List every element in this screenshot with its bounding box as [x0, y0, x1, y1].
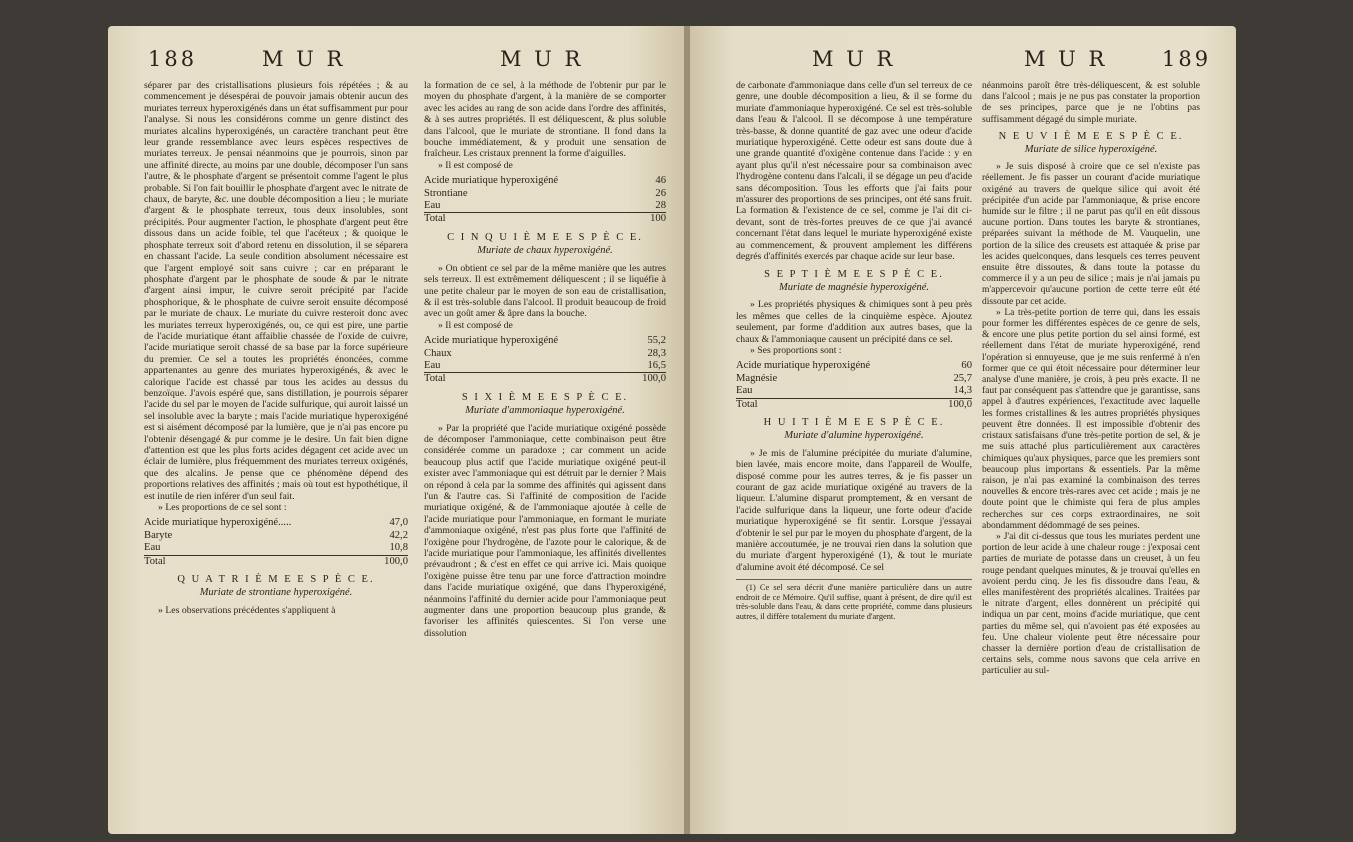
paragraph: » Il est composé de: [438, 319, 513, 331]
section-subtitle: Muriate d'alumine hyperoxigéné.: [784, 430, 924, 442]
paragraph: » Je mis de l'alumine précipitée du muriate d'alumine, bien lavée, mais encore moite, dans l'appareil de Woulfe, disposé comme pour les autres terres, & je fis passer un courant de gaz acide muriatique oxigéné au travers de la liqueur. L'alumine disparut promptement, & en versant de l'acide sulfurique dans la liqueur, une forte odeur d'acide muriatique hyperoxigéné se fit sentir. Lorsque j'essayai d'obtenir le sel pur par le moyen du phosphate d'argent, de la manière accoutumée, je ne trouvai rien dans la solution que du muriate d'argent hyperoxigéné (1), & tout le muriate d'alumine avoit été décomposé. Ce sel: [736, 447, 972, 573]
table-cell: Eau: [736, 385, 753, 397]
paragraph: » Ses proportions sont :: [750, 344, 842, 356]
section-title: S E P T I È M E E S P È C E.: [764, 268, 944, 280]
section-title: Q U A T R I È M E E S P È C E.: [177, 574, 375, 586]
table-cell: Total: [736, 398, 936, 411]
section-subtitle: Muriate de silice hyperoxigéné.: [1024, 144, 1158, 156]
table-cell: Acide muriatique hyperoxigéné.....: [144, 517, 292, 529]
table-cell: Baryte: [144, 529, 173, 541]
section-subtitle: Muriate de chaux hyperoxigéné.: [477, 245, 613, 257]
table-cell: Chaux: [424, 347, 452, 359]
paragraph: néanmoins paroît être très-déliquescent, & est soluble dans l'alcool ; mais je ne pus pas constater la proportion de ses principes, parce que je ne l'obtins pas suffisamment dégagé du simple muriate.: [982, 80, 1200, 125]
right-running-head-1: M U R: [812, 47, 896, 71]
paragraph: la formation de ce sel, à la méthode de l'obtenir pur par le moyen du phosphate d'argent, à la manière de se comporter avec les acides au rang de son acide dans l'ordre des affinités, & à ses autres propriétés. Il est déliquescent, & plus soluble dans l'alcool, que le muriate de strontiane. Il fond dans la bouche immédiatement, & y produit une sensation de fraîcheur. Les cristaux prennent la forme d'aiguilles.: [424, 80, 666, 160]
table-cell: 26: [655, 187, 666, 199]
composition-table: [424, 175, 666, 226]
paragraph: » Il est composé de: [438, 159, 513, 171]
left-running-head-1: M U R: [262, 47, 346, 71]
table-cell: 60: [961, 360, 972, 372]
book-gutter: [684, 26, 690, 834]
section-title: N E U V I È M E E S P È C E.: [998, 130, 1184, 142]
table-cell: 100,0: [629, 373, 666, 386]
paragraph: » Les proportions de ce sel sont :: [158, 502, 287, 514]
table-cell: Acide muriatique hyperoxigéné: [424, 335, 559, 347]
right-column-1: [736, 80, 972, 622]
paragraph: » J'ai dit ci-dessus que tous les muriates perdent une portion de leur acide à une chaleur rouge : j'exposai cent parties de muriate de potasse dans un creuset, à un feu rouge pendant quelques minutes, & je trouvai qu'elles en avoient perdu cinq. Je les fis dissoudre dans l'eau, & elles manifestèrent des propriétés alcalines. Traitées par le nitrate d'argent, elles donnèrent un précipité qui indiqua un par cent, moins d'acide muriatique, que cent parties du même sel, qui n'avoient pas été exposées au feu. Une chaleur violente peut être nécessaire pour chasser la dernière portion d'eau de cristallisation de certains sels, comme nous savons que cela arrive en particulier au sul-: [982, 530, 1200, 677]
paragraph: séparer par des cristallisations plusieurs fois répétées ; & au commencement je désespérai de pouvoir jamais obtenir aucun des muriates terreux hyperoxigénés dans un état suffisamment pur pour l'analyse. Si nous les considérons comme un genre distinct des muriates alcalins hyperoxigénés, un caractère tranchant peut être leur grande ressemblance avec leurs espèces respectives de muriates terreux. Je pensai néanmoins que je pourrois, sinon par une affinité directe, au moins par une double, décomposer l'un sans l'autre, & le phosphate d'argent se présentoit comme l'agent le plus probable. Si l'on fait bouillir le phosphate d'argent avec le nitrate de chaux, de baryte, &c. une double décomposition a lieu ; le muriate d'argent & le phosphate terreux, tous deux insolubles, sont précipités. Pour augmenter l'action, le phosphate d'argent peut être dissous dans un acide foible, tel que l'acéteux ; & quoique le phosphate terreux soit d'abord retenu en dissolution, il se séparera en chassant l'acide. La seule condition absolument nécessaire est que l'argent employé soit sans cuivre ; car en préparant le phosphate d'argent par le phosphate de soude & par le nitrate d'argent ainsi impur, le cuivre seroit précipité par l'acide phosphorique, & le phosphate de cuivre seroit ensuite décomposé par le muriate de chaux. Le muriate du cuivre resteroit donc avec les muriates terreux hyperoxigénés, ou, ce qui est pire, une partie de l'acide muriatique étant affaiblie chassée de l'oxide de cuivre, l'acide muriatique seroit chassé de sa base par la force supérieure du premier. Ce sel a toutes les propriétés énoncées, comme appartenantes au genre des muriates hyperoxigénés, & avec le calorique l'acide est chassé par tous les acides au dessus du benzoïque. J'avois espéré que, sans distillation, je pourrois séparer l'acide du sel par le moyen de l'acide sulfurique, qui auroit laissé un sel insoluble avec la baryte ; mais l'acide muriatique hyperoxigéné est si aisément décomposé par la lumière, que je n'ai pas encore pu l'obtenir désengagé & pur comme je le desire. Un fait bien digne d'attention est que les plus forts acides dégagent cet acide avec un éclair de lumière, plus fréquemment des muriates terreux oxigénés, que des alcalins. Je pense que ce phénomène dépend des proportions relatives des affinités ; mais où tout est hypothétique, il est inutile de rien inférer d'un seul fait.: [144, 80, 408, 502]
table-cell: Acide muriatique hyperoxigéné: [736, 360, 871, 372]
paragraph: de carbonate d'ammoniaque dans celle d'un sel terreux de ce genre, une double décomposition a lieu, & il se forme du muriate d'ammoniaque hyperoxigéné. Ce sel est très-soluble dans l'eau & l'alcool. Il se décompose à une température très-basse, & donne quantité de gaz avec une odeur d'acide muriatique hyperoxigéné. Cette odeur est sans doute due à une grande quantité d'oxigène contenue dans l'acide : y en ayant plus qu'il n'est nécessaire pour sa combinaison avec l'hydrogène contenu dans l'alcali, il se dégage un peu d'acide sans décomposition. Tous les efforts que j'ai faits pour m'assurer des proportions de ses principes, ont été sans fruit. La formation & l'existence de ce sel, comme je l'ai dit ci-devant, sont de très-fortes preuves de ce que j'ai avancé concernant l'état dans lequel le muriate hyperoxigéné existe au commencement, & prouvent amplement les différens degrés d'affinités exercés par chaque acide sur leur base.: [736, 80, 972, 263]
table-cell: 10,8: [389, 542, 408, 554]
left-column-1: [144, 80, 408, 616]
paragraph: » Les propriétés physiques & chimiques sont à peu près les mêmes que celles de la cinquième espèce. Ajoutez seulement, par forme d'addition aux autres bases, que la chaux & l'ammoniaque causent un précipité dans ce sel.: [736, 299, 972, 345]
section-subtitle: Muriate de magnésie hyperoxigéné.: [778, 281, 930, 293]
table-cell: Total: [424, 373, 629, 386]
table-cell: 100: [640, 213, 666, 226]
table-cell: Acide muriatique hyperoxigéné: [424, 175, 559, 187]
table-cell: 100,0: [371, 555, 408, 568]
paragraph: » On obtient ce sel par de la même manière que les autres sels terreux. Il est extrêmement déliquescent ; il se liquéfie à une petite chaleur par le moyen de son eau de cristallisation, & il est très-soluble dans l'alcool. Il produit beaucoup de froid avec un goût amer & âpre dans la bouche.: [424, 262, 666, 320]
table-cell: 55,2: [647, 335, 666, 347]
paragraph: » Je suis disposé à croire que ce sel n'existe pas réellement. Je fis passer un courant d'acide muriatique oxigéné au travers de quelque silice qui avoit été précipitée d'un acide par l'ammoniaque, & prise encore humide sur le filtre ; il ne parut pas qu'il en eût dissous aucune portion. Dans toutes les baryte & strontianes, préparées suivant la méthode de M. Vauquelin, une portion de la silice des creusets est attaquée & prise par les acides quelconques, dans lesquels ces terres peuvent ensuite être dissoutes, & dans toute la potasse du commerce il y a un peu de silice ; mais je n'ai jamais pu m'appercevoir qu'aucune portion de cette terre eût été dissoute par cet acide.: [982, 161, 1200, 307]
table-cell: 16,5: [647, 359, 666, 371]
table-cell: Total: [424, 213, 640, 226]
composition-table: [144, 517, 408, 568]
table-cell: 46: [655, 175, 666, 187]
table-cell: 100,0: [936, 398, 972, 411]
right-column-2: [982, 80, 1200, 677]
table-cell: Strontiane: [424, 187, 468, 199]
paragraph: » Les observations précédentes s'appliquent à: [158, 604, 336, 616]
section-title: C I N Q U I È M E E S P È C E.: [447, 231, 643, 243]
section-title: S I X I È M E E S P È C E.: [461, 391, 629, 403]
paragraph: » Par la propriété que l'acide muriatique oxigéné possède de décomposer l'ammoniaque, cette combinaison peut être considérée comme un paradoxe ; car comment un acide beaucoup plus actif que l'acide muriatique oxigéné peut-il exister avec l'ammoniaque qui est détruit par le dernier ? Mais on répond à cela par la somme des affinités qui agissent dans l'un & l'autre cas. Si l'affinité de composition de l'acide muriatique oxigéné, & de l'ammoniaque ajoutée à celle de l'acide muriatique pour l'ammoniaque, en formant le muriate d'ammoniaque oxigéné, n'est pas plus forte que l'affinité de l'oxigène pour l'hydrogène, de l'azote pour le calorique, & de l'acide muriatique pour l'ammoniaque, les affinités divellentes prévaudront ; & c'est en effet ce qui arrive ici. Mais quoique l'oxigène puisse être tenu par une force d'attraction moindre dans l'acide muriatique oxigéné, que dans l'hyperoxigéné, néanmoins l'affinité du dernier acide pour l'ammoniaque peut augmenter dans une proportion beaucoup plus grande, & favoriser les affinités quiescentes. Si l'on verse une dissolution: [424, 422, 666, 639]
table-cell: 14,3: [953, 385, 972, 397]
table-cell: 25,7: [953, 372, 972, 384]
paragraph: » La très-petite portion de terre qui, dans les essais pour former les différentes espèces de ce genre de sels, & encore une plus petite portion du sel ainsi formé, est réellement dans l'état de muriate hyperoxigéné, rend l'opération si ennuyeuse, que je me suis renfermé à n'en former que ce qui étoit nécessaire pour déterminer leur analyse d'une manière, je crois, à peu près exacte. Il ne faut par conséquent pas s'attendre que je garantisse, sans appel à d'autres expériences, l'exactitude avec laquelle les formes cristallines & les autres propriétés physiques peuvent être données. Il est impossible d'obtenir des cristaux satisfaisans d'une très-petite portion de sel, & je me suis attaché plus particulièrement aux caractères chimiques qu'aux physiques, parce que les premiers sont beaucoup plus importans & essentiels. Par la même raison, je n'ai pas examiné la combinaison des terres nouvelles & encore très-rares avec cet acide ; mais je ne doute point que le chimiste qui fera de plus amples recherches sur ces corps extraordinaires, ne soit abondamment dédommagé de ses peines.: [982, 306, 1200, 531]
table-cell: 47,0: [389, 517, 408, 529]
left-column-2: [424, 80, 666, 639]
table-cell: Magnésie: [736, 372, 778, 384]
composition-table: [424, 335, 666, 386]
table-cell: 28: [655, 200, 666, 212]
right-running-head-2: M U R: [1024, 47, 1108, 71]
section-subtitle: Muriate de strontiane hyperoxigéné.: [199, 587, 353, 599]
left-running-head-2: M U R: [500, 47, 584, 71]
table-cell: Eau: [424, 200, 441, 212]
table-cell: Total: [144, 555, 371, 568]
table-cell: 28,3: [647, 347, 666, 359]
table-cell: 42,2: [389, 529, 408, 541]
footnote: (1) Ce sel sera décrit d'une manière particulière dans un autre endroit de ce Mémoire. Qu'il suffise, quant à présent, de dire qu'il est très-soluble dans l'eau, & dans cette propriété, comme dans plusieurs autres, il diffère totalement du muriate d'argent.: [736, 579, 972, 621]
section-subtitle: Muriate d'ammoniaque hyperoxigéné.: [465, 405, 625, 417]
left-page-number: 188: [148, 47, 198, 71]
section-title: H U I T I È M E E S P È C E.: [763, 416, 945, 428]
composition-table: [736, 360, 972, 411]
table-cell: Eau: [424, 359, 441, 371]
right-page-number: 189: [1162, 47, 1212, 71]
table-cell: Eau: [144, 542, 161, 554]
